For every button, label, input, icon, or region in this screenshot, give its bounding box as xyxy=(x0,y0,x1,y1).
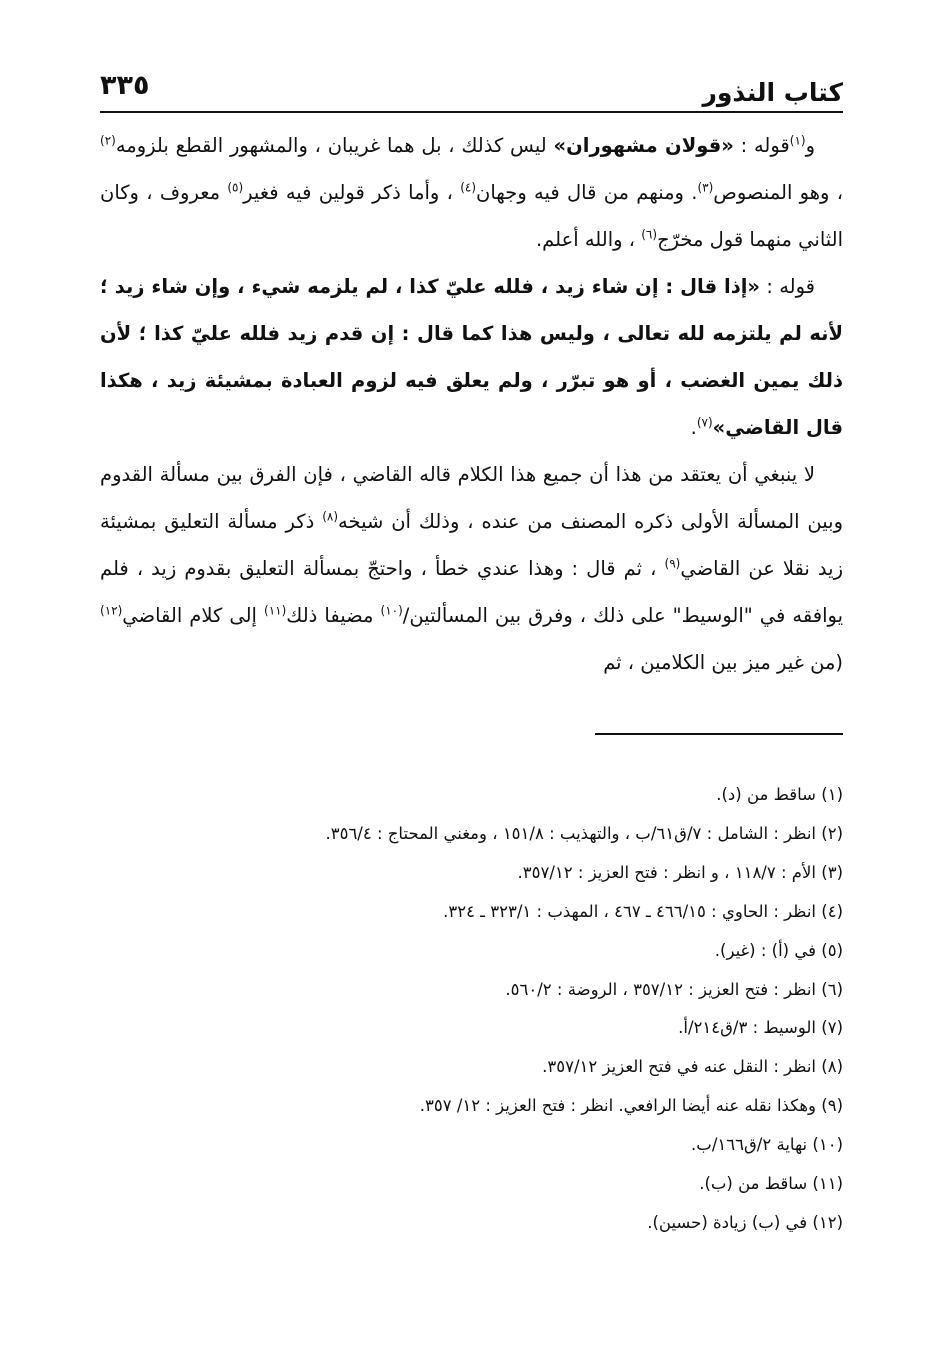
text-run: . xyxy=(690,416,697,439)
paragraph-2 xyxy=(100,263,843,451)
footnote-4: (٤) انظر : الحاوي : ٤٦٦/١٥ ـ ٤٦٧ ، المهذب : ٣٢٣/١ ـ ٣٢٤. xyxy=(443,901,843,921)
footnote-1: (١) ساقط من (د). xyxy=(716,785,843,804)
footnotes-list xyxy=(100,776,843,1243)
footnote-6: (٦) انظر : فتح العزيز : ٣٥٧/١٢ ، الروضة : ٥٦٠/٢. xyxy=(505,979,843,999)
footnote-10: (١٠) نهاية ٢/ق١٦٦/ب. xyxy=(691,1135,843,1155)
text-run: ، وهو المنصوص xyxy=(713,181,843,204)
footnote-11: (١١) ساقط من (ب). xyxy=(699,1174,843,1194)
footnote-5: (٥) في (أ) : (غير). xyxy=(714,940,843,960)
quoted-text: «قولان مشهوران» xyxy=(553,134,734,157)
footnote-8: (٨) انظر : النقل عنه في فتح العزيز ٣٥٧/١٢. xyxy=(542,1057,843,1077)
text-run: ليس كذلك ، بل هما غريبان ، والمشهور القطع بلزومه xyxy=(115,134,554,157)
text-run: و xyxy=(805,134,815,157)
text-run: مضيفا ذلك xyxy=(286,604,381,627)
footnote-ref: (٩) xyxy=(664,556,681,571)
text-run: ، والله أعلم. xyxy=(535,228,642,251)
main-text xyxy=(100,122,843,686)
footnote-ref: (٨) xyxy=(322,509,339,524)
footnote-ref: (٢) xyxy=(100,133,116,148)
footnote-12: (١٢) في (ب) زيادة (حسين). xyxy=(647,1212,843,1232)
footnote-ref: (١٠) xyxy=(380,603,403,618)
text-run: . ومنهم من قال فيه وجهان xyxy=(476,181,698,204)
footnote-2: (٢) انظر : الشامل : ٧/ق٦١/ب ، والتهذيب : ١٥١/٨ ، ومغني المحتاج : ٣٥٦/٤. xyxy=(325,823,843,843)
footnote-ref: (١١) xyxy=(264,603,287,618)
text-run: ، وأما ذكر قولين فيه فغير xyxy=(243,181,461,204)
footnote-ref: (٣) xyxy=(697,180,714,195)
footnote-ref: (٥) xyxy=(227,180,244,195)
text-run: لا ينبغي أن يعتقد من هذا أن جميع هذا الكلام قاله القاضي ، فإن الفرق بين مسألة القدوم وبين المسألة الأولى ذكره المصنف من عنده ، وذلك أن شيخه xyxy=(100,463,843,533)
text-run: إلى كلام القاضي xyxy=(122,604,265,627)
paragraph-1 xyxy=(100,122,843,263)
text-run: قوله : xyxy=(733,134,790,157)
page-header xyxy=(100,62,843,106)
text-run: معروف ، وكان الثاني منهما قول مخرّج xyxy=(100,181,843,251)
footnote-9: (٩) وهكذا نقله عنه أيضا الرافعي. انظر : فتح العزيز : ١٢/ ٣٥٧. xyxy=(419,1096,843,1116)
text-run: قوله : xyxy=(760,275,815,298)
text-run: ، ثم قال : وهذا عندي خطأ ، واحتجّ بمسألة التعليق بقدوم زيد ، فلم يوافقه في "الوسيط" على ذلك ، وفرق بين المسألتين/ xyxy=(100,557,843,627)
footnote-ref: (٦) xyxy=(641,227,658,242)
page-number: ٣٣٥ xyxy=(100,70,150,101)
quoted-text: «إذا قال : إن شاء زيد ، فلله عليّ كذا ، لم يلزمه شيء ، وإن شاء زيد ؛ لأنه لم يلتزمه لله تعالى ، وليس هذا كما قال : إن قدم زيد فلله عليّ كذا ؛ لأن ذلك يمين الغضب ، أو هو تبرّر ، ولم يعلق فيه لزوم العبادة بمشيئة زيد ، هكذا قال القاضي» xyxy=(100,275,843,439)
footnote-ref: (٧) xyxy=(696,415,713,430)
footnote-ref: (٤) xyxy=(460,180,477,195)
header-rule xyxy=(100,111,843,113)
footnote-3: (٣) الأم : ١١٨/٧ ، و انظر : فتح العزيز : ٣٥٧/١٢. xyxy=(517,862,843,882)
text-run: (من غير ميز بين الكلامين ، ثم xyxy=(603,651,843,674)
footnote-ref: (١٢) xyxy=(100,603,123,618)
footnote-rule xyxy=(595,733,843,735)
footnote-ref: (١) xyxy=(789,133,806,148)
paragraph-3 xyxy=(100,451,843,686)
text-run: ذكر مسألة التعليق بمشيئة زيد نقلا عن القاضي xyxy=(100,510,843,580)
running-title: كتاب النذور xyxy=(702,78,843,107)
footnote-7: (٧) الوسيط : ٣/ق٢١٤/أ. xyxy=(678,1018,843,1038)
